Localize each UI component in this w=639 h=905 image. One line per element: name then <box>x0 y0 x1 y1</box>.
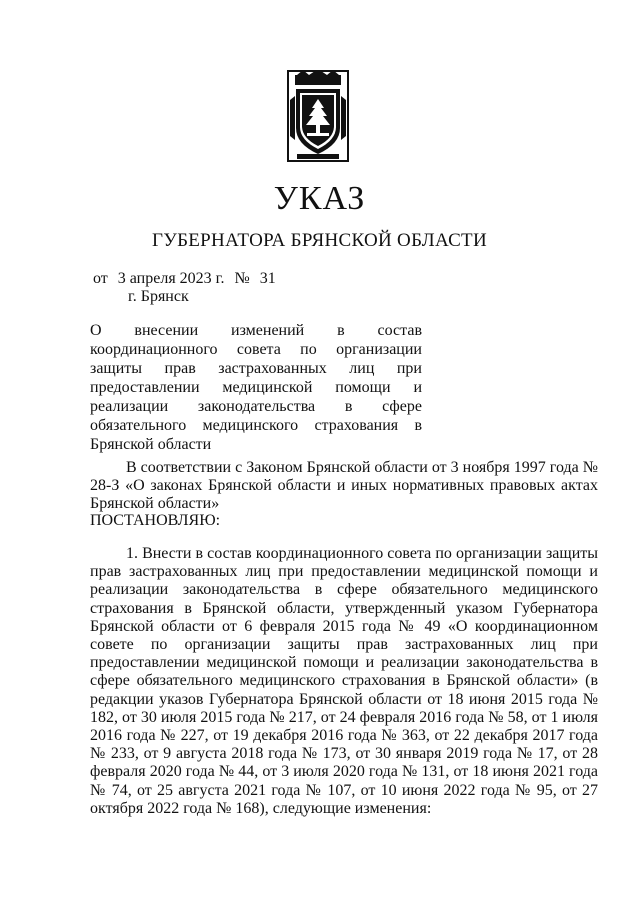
date-prefix: от <box>93 270 108 287</box>
document-number: 31 <box>259 270 276 287</box>
issuer-heading: ГУБЕРНАТОРА БРЯНСКОЙ ОБЛАСТИ <box>152 230 487 251</box>
document-subject: О внесении изменений в состав координационного совета по организации защиты прав застрахованных лиц при предоставлении медицинской помощи и реализации законодательства в сфере обязательного медицинского страхования в Брянской области <box>90 322 422 453</box>
date-line <box>93 270 276 288</box>
document-title: УКАЗ <box>273 180 366 217</box>
document-date: 3 апреля 2023 г. <box>117 270 225 287</box>
resolve-heading: ПОСТАНОВЛЯЮ: <box>90 512 221 529</box>
city: г. Брянск <box>128 288 189 305</box>
clause-1: 1. Внести в состав координационного совета по организации защиты прав застрахованных лиц при предоставлении медицинской помощи и реализации законодательства в сфере обязательного медицинского страхования в Брянской области, утвержденный указом Губернатора Брянской области от 6 февраля 2015 года № 49 «О координационном совете по организации защиты прав застрахованных лиц при предоставлении медицинской помощи и реализации законодательства в сфере обязательного медицинского страхования в Брянской области» (в редакции указов Губернатора Брянской области от 18 июня 2015 года № 182, от 30 июля 2015 года № 217, от 24 февраля 2016 года № 58, от 1 июля 2016 года № 227, от 19 декабря 2016 года № 363, от 22 декабря 2017 года № 233, от 9 августа 2018 года № 173, от 30 января 2019 года № 17, от 28 февраля 2020 года № 44, от 3 июля 2020 года № 131, от 18 июня 2021 года № 74, от 25 августа 2021 года № 107, от 10 июня 2022 года № 95, от 27 октября 2022 года № 168), следующие изменения: <box>90 545 598 817</box>
coat-of-arms-icon <box>287 70 349 162</box>
preamble: В соответствии с Законом Брянской области от 3 ноября 1997 года № 28-З «О законах Брянской области и иных нормативных правовых актах Брянской области» <box>90 459 598 513</box>
number-sign: № <box>234 270 250 287</box>
